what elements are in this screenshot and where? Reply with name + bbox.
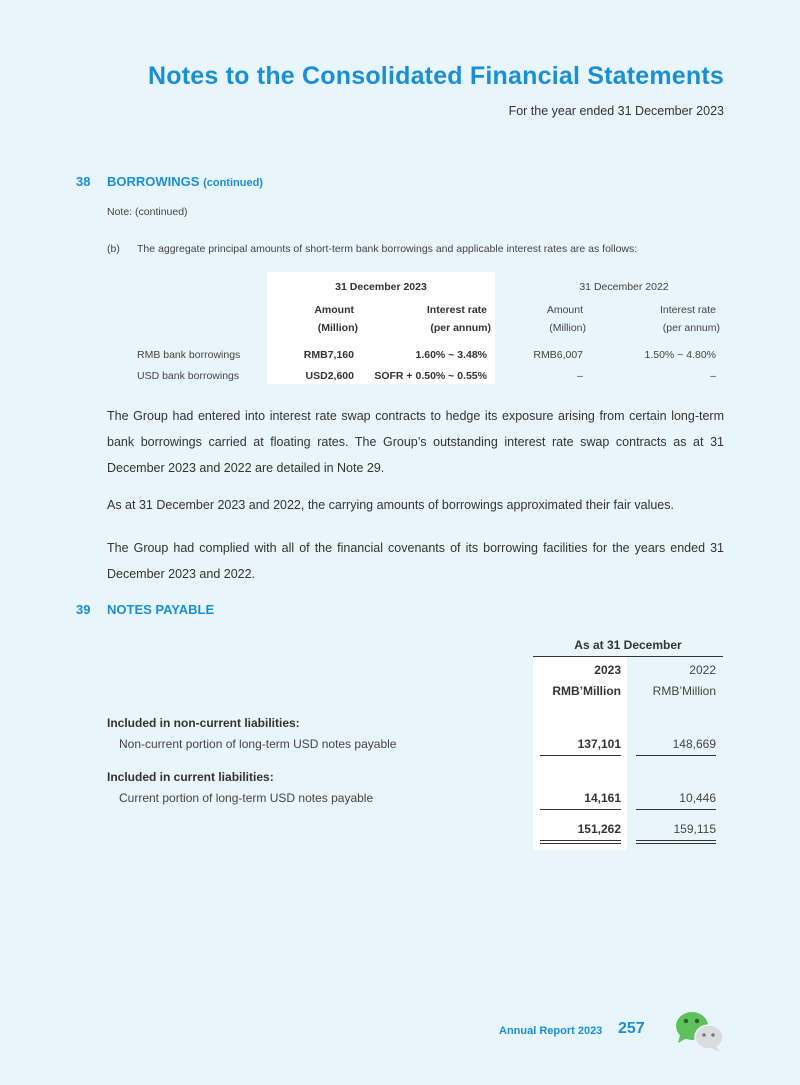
paragraph-covenants: The Group had complied with all of the financial covenants of its borrowing facilities for the years ended 31 December 2023 and 2022. xyxy=(107,541,724,581)
table-cell-amount-2023: USD2,600 xyxy=(305,370,354,382)
rate-2023-unit: (per annum) xyxy=(430,322,491,334)
table-cell-2022: 10,446 xyxy=(679,791,716,805)
as-at-header: As at 31 December xyxy=(574,638,682,652)
paragraph-interest-rate-swap: The Group had entered into interest rate swap contracts to hedge its exposure arising from certain long-term bank borrowings carried at floating rates. The Group’s outstanding interest rate swap contracts as at 31 December 2023 and 2022 are detailed in Note 29. xyxy=(107,409,724,475)
section-title-text: BORROWINGS xyxy=(107,174,200,189)
table-row-label: USD bank borrowings xyxy=(137,370,240,382)
amount-2022-unit: (Million) xyxy=(549,322,586,334)
amount-2023-unit: (Million) xyxy=(317,322,358,334)
year-2022-header: 2022 xyxy=(689,663,716,677)
table-cell-2022: 148,669 xyxy=(672,737,716,751)
section-title-39: NOTES PAYABLE xyxy=(107,602,215,617)
page-subtitle: For the year ended 31 December 2023 xyxy=(508,104,724,118)
rate-2022-header: Interest rate xyxy=(659,304,716,316)
item-text: The aggregate principal amounts of short-term bank borrowings and applicable interest rates are as follows: xyxy=(137,243,638,255)
period-2022-header: 31 December 2022 xyxy=(579,281,669,293)
page-title: Notes to the Consolidated Financial Statements xyxy=(148,62,724,90)
note-label: Note: (continued) xyxy=(107,206,188,218)
page-number: 257 xyxy=(618,1020,645,1037)
underline-2022 xyxy=(636,755,716,756)
group-non-current: Included in non-current liabilities: xyxy=(107,716,300,730)
amount-2023-header: Amount xyxy=(314,304,354,316)
unit-2022-header: RMB’Million xyxy=(652,684,716,698)
table-row-label: Current portion of long-term USD notes payable xyxy=(119,791,374,805)
period-2023-header: 31 December 2023 xyxy=(335,281,427,293)
section-number-39: 39 xyxy=(76,602,91,617)
total-2023: 151,262 xyxy=(577,822,621,836)
underline-2023 xyxy=(540,755,621,756)
rate-2022-unit: (per annum) xyxy=(662,322,720,334)
table-cell-rate-2022: 1.50% ~ 4.80% xyxy=(644,349,716,361)
chat-bubbles-logo-icon xyxy=(672,1008,726,1054)
table-row-label: RMB bank borrowings xyxy=(137,349,241,361)
table-cell-rate-2023: SOFR + 0.50% ~ 0.55% xyxy=(374,370,487,382)
unit-2023-header: RMB’Million xyxy=(552,684,621,698)
item-label: (b) xyxy=(107,243,120,255)
footer-report-name: Annual Report 2023 xyxy=(499,1025,603,1037)
table-cell-2023: 14,161 xyxy=(584,791,621,805)
section-number-38: 38 xyxy=(76,174,91,189)
section-title-38 xyxy=(107,174,263,189)
double-underline-2022 xyxy=(636,840,716,844)
amount-2022-header: Amount xyxy=(546,304,583,316)
rate-2023-header: Interest rate xyxy=(426,304,487,316)
section-continued: (continued) xyxy=(203,177,263,189)
total-2022: 159,115 xyxy=(673,822,716,836)
group-current: Included in current liabilities: xyxy=(107,770,274,784)
table-row-label: Non-current portion of long-term USD notes payable xyxy=(119,737,397,751)
paragraph-fair-values: As at 31 December 2023 and 2022, the carrying amounts of borrowings approximated their fair values. xyxy=(107,498,674,512)
table-cell-amount-2023: RMB7,160 xyxy=(303,349,354,361)
double-underline-2023 xyxy=(540,840,621,844)
table-cell-amount-2022: RMB6,007 xyxy=(533,349,583,361)
table-cell-rate-2022: – xyxy=(710,370,716,382)
underline-2022 xyxy=(636,809,716,810)
table-cell-rate-2023: 1.60% ~ 3.48% xyxy=(415,349,487,361)
underline-2023 xyxy=(540,809,621,810)
year-2023-header: 2023 xyxy=(594,663,621,677)
table-cell-amount-2022: – xyxy=(577,370,583,382)
table-cell-2023: 137,101 xyxy=(577,737,621,751)
